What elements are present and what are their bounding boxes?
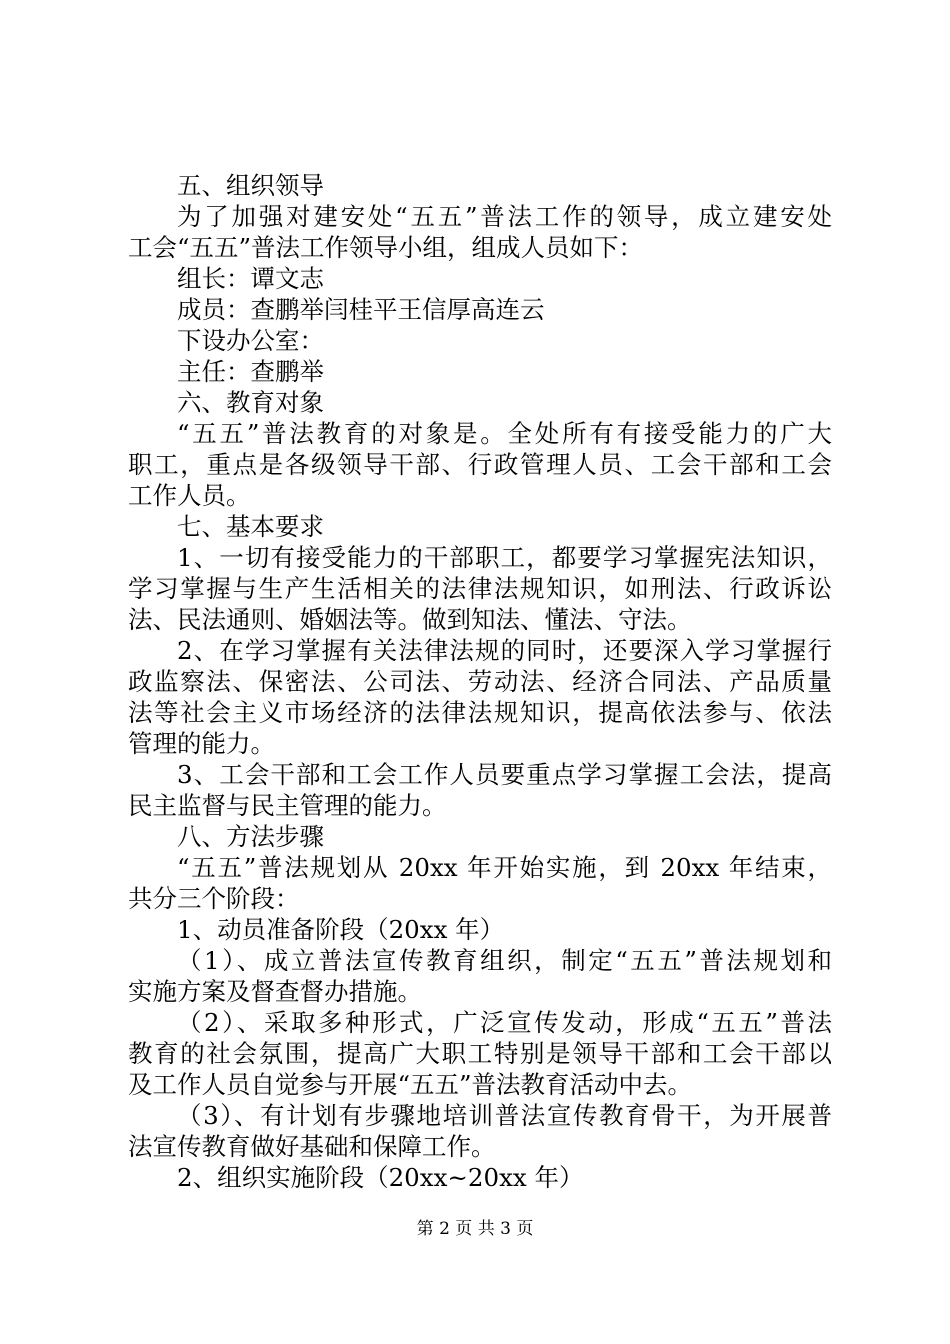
text-line: （1）、成立普法宣传教育组织，制定“五五”普法规划和 <box>177 946 832 975</box>
text-line: 教育的社会氛围，提高广大职工特别是领导干部和工会干部以 <box>128 1039 832 1068</box>
text-line: 共分三个阶段： <box>128 884 300 913</box>
text-line: 法等社会主义市场经济的法律法规知识，提高依法参与、依法 <box>128 698 832 727</box>
text-line: 五、组织领导 <box>177 171 324 200</box>
text-line: 实施方案及督查督办措施。 <box>128 977 422 1006</box>
text-line: 3、工会干部和工会工作人员要重点学习掌握工会法，提高 <box>177 760 832 789</box>
text-line: 工作人员。 <box>128 481 251 510</box>
text-line: 六、教育对象 <box>177 388 324 417</box>
text-line: 1、动员准备阶段（20xx 年） <box>177 915 505 944</box>
text-line: 主任：查鹏举 <box>177 357 324 386</box>
text-line: 七、基本要求 <box>177 512 324 541</box>
text-line: 管理的能力。 <box>128 729 275 758</box>
text-line: （3）、有计划有步骤地培训普法宣传教育骨干，为开展普 <box>177 1101 832 1130</box>
text-line: 法宣传教育做好基础和保障工作。 <box>128 1132 496 1161</box>
text-line: 组长：谭文志 <box>177 264 324 293</box>
text-line: 工会“五五”普法工作领导小组，组成人员如下： <box>128 233 644 262</box>
text-line: 下设办公室： <box>177 326 324 355</box>
text-line: 民主监督与民主管理的能力。 <box>128 791 447 820</box>
text-line: 政监察法、保密法、公司法、劳动法、经济合同法、产品质量 <box>128 667 832 696</box>
text-line: 职工，重点是各级领导干部、行政管理人员、工会干部和工会 <box>128 450 832 479</box>
text-line: 为了加强对建安处“五五”普法工作的领导，成立建安处 <box>177 202 832 231</box>
text-line: 法、民法通则、婚姻法等。做到知法、懂法、守法。 <box>128 605 692 634</box>
text-line: “五五”普法教育的对象是。全处所有有接受能力的广大 <box>177 419 832 448</box>
text-line: 2、在学习掌握有关法律法规的同时，还要深入学习掌握行 <box>177 636 832 665</box>
text-line: （2）、采取多种形式，广泛宣传发动，形成“五五”普法 <box>177 1008 832 1037</box>
text-line: “五五”普法规划从 20xx 年开始实施，到 20xx 年结束， <box>177 853 832 882</box>
text-line: 1、一切有接受能力的干部职工，都要学习掌握宪法知识， <box>177 543 832 572</box>
text-line: 学习掌握与生产生活相关的法律法规知识，如刑法、行政诉讼 <box>128 574 832 603</box>
page-footer: 第 2 页 共 3 页 <box>416 1219 534 1239</box>
document-body <box>128 170 832 1193</box>
text-line: 2、组织实施阶段（20xx~20xx 年） <box>177 1163 584 1192</box>
text-line: 八、方法步骤 <box>177 822 324 851</box>
text-line: 及工作人员自觉参与开展“五五”普法教育活动中去。 <box>128 1070 693 1099</box>
text-line: 成员：查鹏举闫桂平王信厚高连云 <box>177 295 545 324</box>
